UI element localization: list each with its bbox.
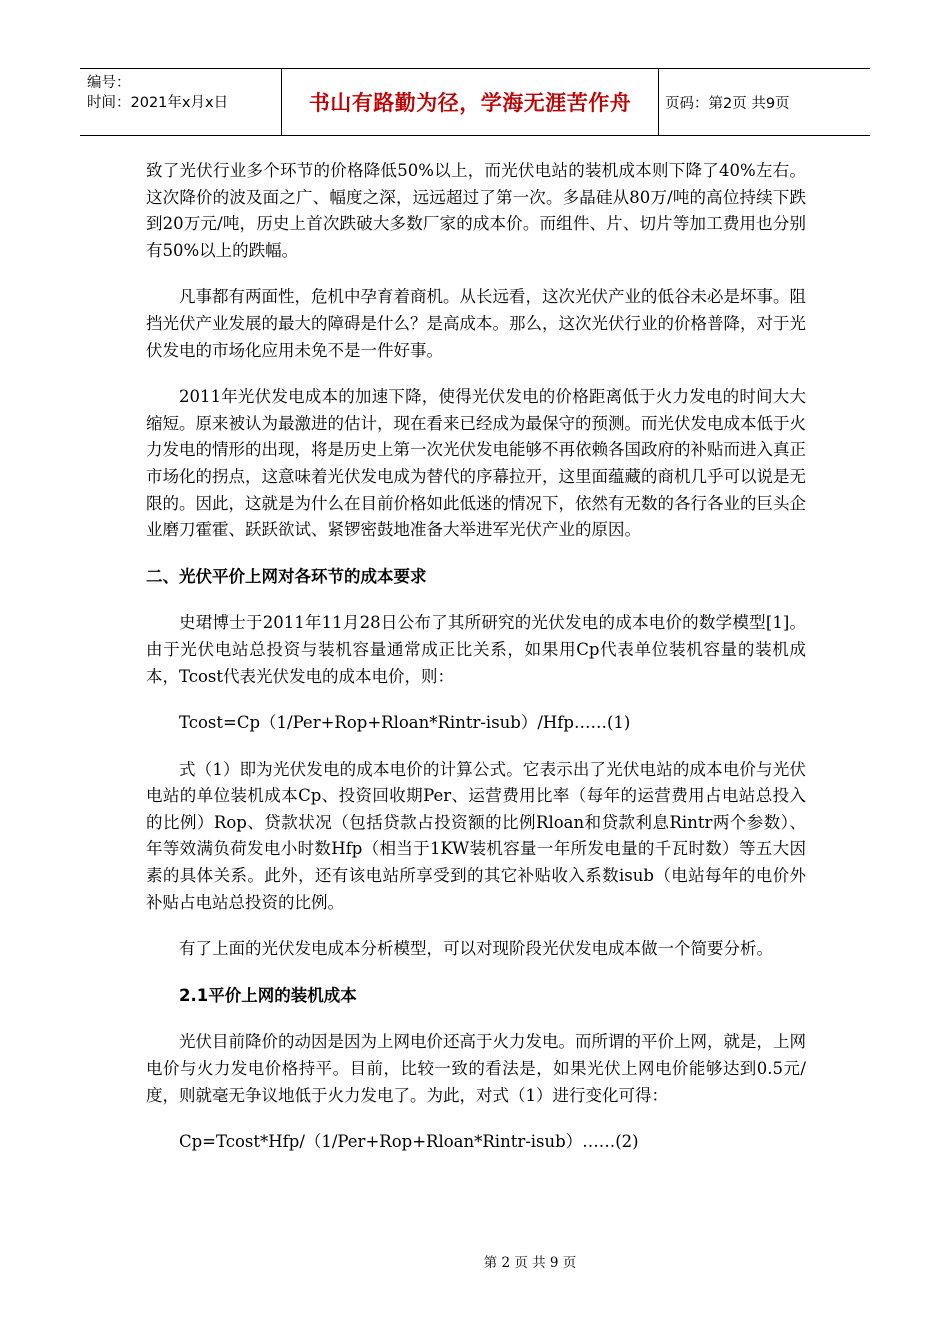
header-page-info: 页码：第2页 共9页 (665, 95, 790, 112)
paragraph: 致了光伏行业多个环节的价格降低50%以上，而光伏电站的装机成本则下降了40%左右。这次降价的波及面之广、幅度之深，远远超过了第一次。多晶硅从80万/吨的高位持续下跌到20万元/吨，历史上首次跌破大多数厂家的成本价。而组件、片、切片等加工费用也分别有50%以上的跌幅。 (146, 161, 806, 260)
page-header (80, 68, 870, 136)
paragraph: 光伏目前降价的动因是因为上网电价还高于火力发电。而所谓的平价上网，就是，上网电价与火力发电价格持平。目前，比较一致的看法是，如果光伏上网电价能够达到0.5元/度，则就毫无争议地低于火力发电了。为此，对式（1）进行变化可得： (146, 1032, 806, 1105)
subsection-heading: 2.1平价上网的装机成本 (179, 985, 357, 1005)
document-body (146, 158, 806, 1176)
document-date: 时间：2021年x月x日 (87, 95, 229, 111)
section-heading: 二、光伏平价上网对各环节的成本要求 (146, 566, 427, 586)
paragraph: 史珺博士于2011年11月28日公布了其所研究的光伏发电的成本电价的数学模型[1]。由于光伏电站总投资与装机容量通常成正比关系，如果用Cp代表单位装机容量的装机成本，Tcost代表光伏发电的成本电价，则： (146, 613, 806, 686)
document-number-label: 编号： (87, 75, 131, 91)
paragraph: 有了上面的光伏发电成本分析模型，可以对现阶段光伏发电成本做一个简要分析。 (179, 939, 773, 959)
header-motto: 书山有路勤为径，学海无涯苦作舟 (282, 69, 659, 135)
header-meta (80, 69, 282, 135)
paragraph: 2011年光伏发电成本的加速下降，使得光伏发电的价格距离低于火力发电的时间大大缩短。原来被认为最激进的估计，现在看来已经成为最保守的预测。而光伏发电成本低于火力发电的情形的出现，将是历史上第一次光伏发电能够不再依赖各国政府的补贴而进入真正市场化的拐点，这意味着光伏发电成为替代的序幕拉开，这里面蕴藏的商机几乎可以说是无限的。因此，这就是为什么在目前价格如此低迷的情况下，依然有无数的各行各业的巨头企业磨刀霍霍、跃跃欲试、紧锣密鼓地准备大举进军光伏产业的原因。 (146, 387, 806, 540)
paragraph: 式（1）即为光伏发电的成本电价的计算公式。它表示出了光伏电站的成本电价与光伏电站的单位装机成本Cp、投资回收期Per、运营费用比率（每年的运营费用占电站总投入的比例）Rop、贷款状况（包括贷款占投资额的比例Rloan和贷款利息Rintr两个参数）、年等效满负荷发电小时数Hfp（相当于1KW装机容量一年所发电量的千瓦时数）等五大因素的具体关系。此外，还有该电站所享受到的其它补贴收入系数isub（电站每年的电价外补贴占电站总投资的比例。 (146, 759, 806, 912)
paragraph: 凡事都有两面性，危机中孕育着商机。从长远看，这次光伏产业的低谷未必是坏事。阻挡光伏产业发展的最大的障碍是什么？是高成本。那么，这次光伏行业的价格普降，对于光伏发电的市场化应用未免不是一件好事。 (146, 287, 806, 360)
formula-1: Tcost=Cp（1/Per+Rop+Rloan*Rintr-isub）/Hfp……(1) (179, 713, 631, 733)
formula-2: Cp=Tcost*Hfp/（1/Per+Rop+Rloan*Rintr-isub）……(2) (179, 1132, 639, 1152)
page-footer: 第 2 页 共 9 页 (483, 1255, 577, 1271)
